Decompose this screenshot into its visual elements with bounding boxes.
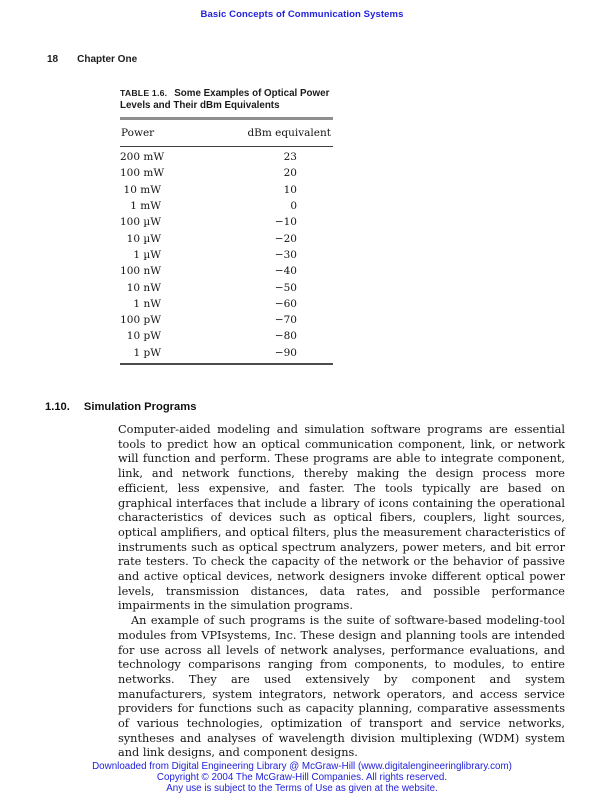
table-caption xyxy=(120,88,333,111)
footer-line-copyright: Copyright © 2004 The McGraw-Hill Companies. All rights reserved. xyxy=(156,771,448,783)
footer-line-terms: Any use is subject to the Terms of Use as given at the website. xyxy=(166,782,438,794)
footer-line-source: Downloaded from Digital Engineering Library @ McGraw-Hill (www.digitalengineeringlibrary.com) xyxy=(92,761,512,772)
dbm-cell: 10 xyxy=(283,183,297,196)
power-cell: 1 nW xyxy=(133,297,161,310)
table-header-row xyxy=(120,120,333,146)
table-row xyxy=(120,328,333,344)
power-cell: 10 µW xyxy=(126,232,161,245)
table-row xyxy=(120,198,333,214)
section-body xyxy=(118,423,565,761)
table-body xyxy=(120,147,333,361)
power-cell: 1 mW xyxy=(130,200,161,213)
table-row xyxy=(120,247,333,263)
optical-power-table xyxy=(120,88,333,365)
paragraph: Computer-aided modeling and simulation software programs are essential tools to predict how an optical communication component, link, or network will function and perform. These programs are able to integrate component, link, and network functions, thereby making the design process more efficient, less expensive, and faster. The tools typically are based on graphical interfaces that include a library of icons containing the operational characteristics of devices such as optical fibers, couplers, light sources, optical amplifiers, and optical filters, plus the measurement characteristics of instruments such as optical spectrum analyzers, power meters, and bit error rate testers. To check the capacity of the network or the behavior of passive and active optical devices, network designers invoke different optical power levels, transmission distances, data rates, and possible performance impairments in the simulation programs. xyxy=(118,423,565,613)
table-row xyxy=(120,312,333,328)
table-row xyxy=(120,296,333,312)
power-cell: 100 µW xyxy=(120,216,161,229)
table-row xyxy=(120,230,333,246)
dbm-cell: −90 xyxy=(274,346,297,359)
table-row xyxy=(120,165,333,181)
table-row xyxy=(120,182,333,198)
paragraph: An example of such programs is the suite of software-based modeling-tool modules from VPIsystems, Inc. These design and planning tools are intended for use across all levels of network analyses, performance evaluations, and technology comparisons ranging from components, to modules, to entire networks. They are used extensively by component and system manufacturers, system integrators, network operators, and access service providers for functions such as capacity planning, comparative assessments of various technologies, optimization of transport and service networks, syntheses and analyses of wavelength division multiplexing (WDM) system and link designs, and component designs. xyxy=(118,614,565,760)
chapter-title: Chapter One xyxy=(77,54,138,65)
table-row xyxy=(120,279,333,295)
power-cell: 1 µW xyxy=(133,248,161,261)
dbm-cell: −30 xyxy=(274,248,297,261)
table-title: Some Examples of Optical Power Levels and Their dBm Equivalents xyxy=(120,88,330,111)
dbm-cell: 23 xyxy=(283,151,297,164)
column-header-dbm: dBm equivalent xyxy=(247,127,331,139)
column-header-power: Power xyxy=(121,127,155,139)
section-heading xyxy=(45,401,196,413)
dbm-cell: 0 xyxy=(290,200,297,213)
download-footer xyxy=(0,762,604,795)
dbm-cell: −50 xyxy=(274,281,297,294)
dbm-cell: −10 xyxy=(274,216,297,229)
power-cell: 100 mW xyxy=(120,167,165,180)
dbm-cell: −60 xyxy=(274,297,297,310)
table-rule-bottom xyxy=(120,363,333,365)
page-number: 18 xyxy=(47,54,59,65)
power-cell: 1 pW xyxy=(133,346,161,359)
dbm-cell: −70 xyxy=(274,314,297,327)
power-cell: 100 nW xyxy=(120,265,161,278)
table-label: TABLE 1.6. xyxy=(120,88,168,98)
section-title: Simulation Programs xyxy=(83,401,197,413)
table-row xyxy=(120,149,333,165)
table-row xyxy=(120,214,333,230)
dbm-cell: 20 xyxy=(283,167,297,180)
power-cell: 100 pW xyxy=(120,314,161,327)
section-number: 1.10. xyxy=(45,401,70,413)
power-cell: 10 nW xyxy=(126,281,161,294)
chapter-line xyxy=(47,54,137,65)
dbm-cell: −40 xyxy=(274,265,297,278)
table-row xyxy=(120,345,333,361)
power-cell: 10 pW xyxy=(126,330,161,343)
power-cell: 10 mW xyxy=(123,183,161,196)
dbm-cell: −20 xyxy=(274,232,297,245)
power-cell: 200 mW xyxy=(120,151,165,164)
table-row xyxy=(120,263,333,279)
dbm-cell: −80 xyxy=(274,330,297,343)
running-head: Basic Concepts of Communication Systems xyxy=(200,9,404,20)
